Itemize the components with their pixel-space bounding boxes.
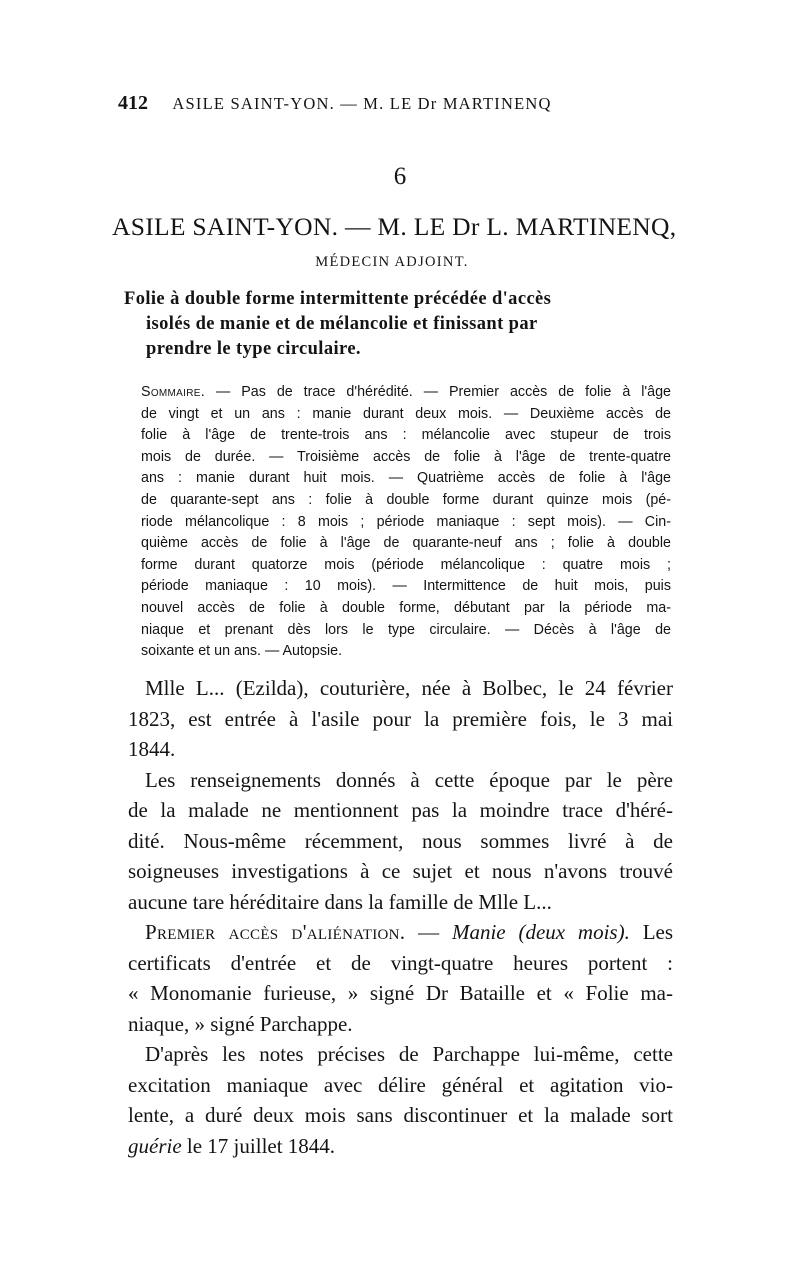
- summary-line: de quarante-sept ans : folie à double forme durant quinze mois (pé-: [141, 491, 671, 508]
- summary-label: Sommaire.: [141, 384, 205, 400]
- author-role: MÉDECIN ADJOINT.: [315, 254, 469, 270]
- body-line: 1823, est entrée à l'asile pour la première fois, le 3 mai: [128, 706, 673, 731]
- summary-line: de vingt et un ans : manie durant deux mois. — Deuxième accès de: [141, 405, 671, 422]
- body-line: D'après les notes précises de Parchappe lui-même, cette: [145, 1042, 673, 1066]
- summary-line: niaque et prenant dès lors le type circulaire. — Décès à l'âge de: [141, 621, 671, 638]
- body-line: de la malade ne mentionnent pas la moindre trace d'héré-: [128, 798, 673, 822]
- paper-title: [124, 287, 672, 362]
- summary-line: riode mélancolique : 8 mois ; période maniaque : sept mois). — Cin-: [141, 513, 671, 530]
- body-line: 1844.: [128, 737, 176, 761]
- body-line: [128, 1131, 673, 1162]
- summary-line: folie à l'âge de trente-trois ans : mélancolie avec stupeur de trois: [141, 427, 671, 444]
- summary-line-text: — Pas de trace d'hérédité. — Premier accès de folie à l'âge: [205, 384, 671, 400]
- body-line: lente, a duré deux mois sans discontinuer et la malade sort: [128, 1103, 673, 1127]
- article-title: ASILE SAINT-YON. — M. LE Dr L. MARTINENQ,: [112, 212, 677, 241]
- section-number: 6: [393, 163, 407, 190]
- section-heading: Premier accès d'aliénation.: [145, 920, 406, 944]
- dash: —: [405, 920, 452, 944]
- paper-title-line: isolés de manie et de mélancolie et finissant par: [146, 314, 538, 334]
- body-text-run: Les: [629, 920, 674, 944]
- body-line: niaque, » signé Parchappe.: [128, 1011, 353, 1036]
- section-italic: Manie (deux mois).: [451, 920, 630, 944]
- body-line: aucune tare héréditaire dans la famille de Mlle L...: [128, 889, 552, 914]
- body-text-run: le 17 juillet 1844.: [181, 1133, 336, 1158]
- paper-title-line: Folie à double forme intermittente précédée d'accès: [124, 289, 552, 309]
- italic-word: guérie: [128, 1133, 182, 1158]
- body-line: Mlle L... (Ezilda), couturière, née à Bolbec, le 24 février: [145, 676, 673, 700]
- body-line: certificats d'entrée et de vingt-quatre heures portent :: [128, 950, 673, 975]
- running-header: [118, 92, 678, 115]
- summary-line: soixante et un ans. — Autopsie.: [141, 643, 343, 660]
- summary-block: [141, 382, 671, 663]
- body-line: Les renseignements donnés à cette époque par le père: [145, 767, 673, 792]
- paper-title-line: prendre le type circulaire.: [146, 339, 361, 359]
- summary-line: ans : manie durant huit mois. — Quatrième accès de folie à l'âge: [141, 470, 671, 487]
- summary-line: période maniaque : 10 mois). — Intermittence de huit mois, puis: [141, 578, 671, 595]
- body-text: [128, 673, 673, 1161]
- summary-line: quième accès de folie à l'âge de quarante-neuf ans ; folie à double: [141, 535, 671, 552]
- body-line: « Monomanie furieuse, » signé Dr Bataille et « Folie ma-: [128, 981, 673, 1005]
- body-line: dité. Nous-même récemment, nous sommes livré à de: [128, 828, 673, 853]
- page-number: 412: [118, 92, 148, 114]
- summary-line: nouvel accès de folie à double forme, débutant par la période ma-: [141, 599, 671, 616]
- summary-line: mois de durée. — Troisième accès de folie à l'âge de trente-quatre: [141, 448, 671, 465]
- body-line: soigneuses investigations à ce sujet et nous n'avons trouvé: [128, 859, 673, 883]
- body-line: excitation maniaque avec délire général et agitation vio-: [128, 1072, 673, 1097]
- summary-line: [141, 382, 671, 404]
- summary-line: forme durant quatorze mois (période mélancolique : quatre mois ;: [141, 556, 671, 573]
- body-line: [128, 917, 673, 948]
- running-title: ASILE SAINT-YON. — M. LE Dr MARTINENQ: [172, 94, 552, 113]
